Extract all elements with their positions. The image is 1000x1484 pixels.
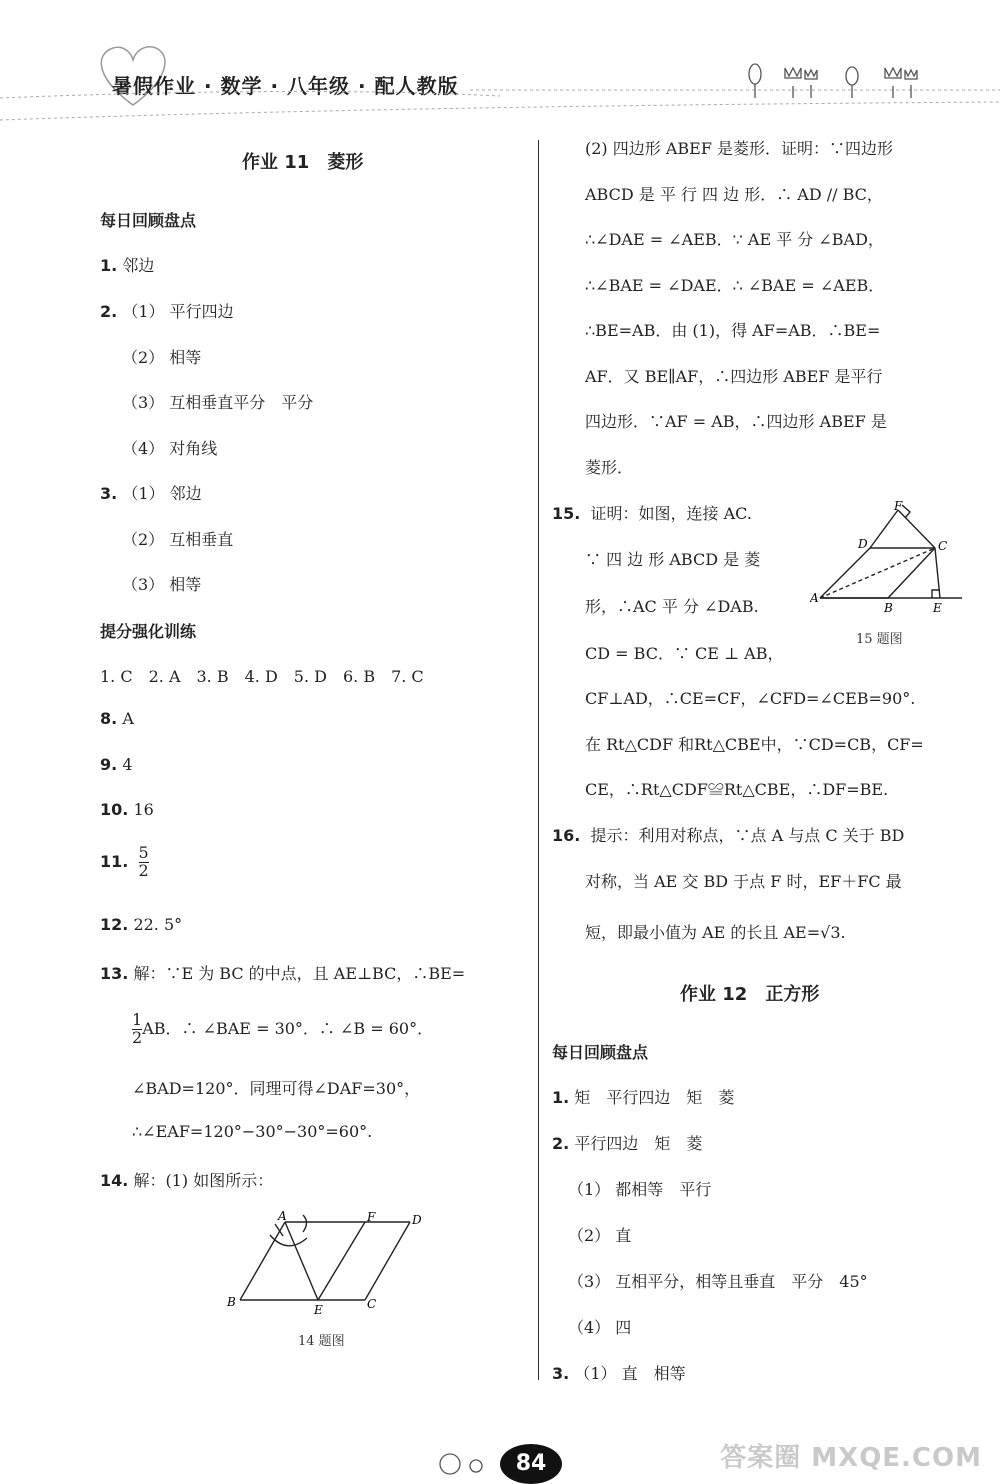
page-number: 84 — [500, 1444, 562, 1484]
answer-16-line-1: 16. 提示：利用对称点，∵点 A 与点 C 关于 BD — [552, 826, 905, 845]
answer-12-2-item: （1） 都相等 平行 — [568, 1180, 712, 1199]
answer-16-line-3: 短，即最小值为 AE 的长且 AE=√3. — [585, 923, 846, 942]
label-F: F — [894, 500, 903, 513]
label-D: D — [412, 1213, 422, 1227]
watermark: 答案圈 MXQE.COM — [720, 1443, 982, 1473]
answer-3: 3. （1） 邻边 — [100, 484, 202, 503]
multiple-choice-answers: 1. C 2. A 3. B 4. D 5. D 6. B 7. C — [100, 667, 424, 686]
answer-15-line-3: 形，∴AC 平 分 ∠DAB. — [585, 597, 759, 616]
answer-14-line-1: 14. 解：(1) 如图所示： — [100, 1171, 274, 1190]
column-divider — [538, 140, 539, 1380]
answer-12: 12. 22. 5° — [100, 915, 183, 934]
answer-3-item: （3） 相等 — [122, 575, 202, 594]
answer-2-item: （2） 相等 — [122, 348, 202, 367]
training-heading: 提分强化训练 — [100, 622, 197, 641]
label-D: D — [858, 537, 868, 551]
figure-15 — [810, 500, 970, 615]
answer-15-line-2: ∵ 四 边 形 ABCD 是 菱 — [585, 550, 761, 569]
answer-14b-line-1: (2) 四边形 ABEF 是菱形．证明：∵四边形 — [585, 139, 894, 158]
answer-3-item: （2） 互相垂直 — [122, 530, 234, 549]
label-A: A — [810, 591, 819, 605]
answer-15-line-1: 15. 证明：如图，连接 AC. — [552, 504, 752, 523]
answer-14b-line-6: AF．又 BE∥AF，∴四边形 ABEF 是平行 — [585, 367, 883, 386]
answer-10: 10. 16 — [100, 800, 154, 819]
tulip-decoration-icon — [740, 60, 940, 100]
figure-15-caption: 15 题图 — [856, 632, 903, 647]
answer-14b-line-4: ∴∠BAE = ∠DAE．∴ ∠BAE = ∠AEB． — [585, 276, 885, 295]
answer-12-2-item: （3） 互相平分，相等且垂直 平分 45° — [568, 1272, 868, 1291]
label-E: E — [314, 1303, 323, 1317]
answer-8: 8. A — [100, 709, 134, 728]
answer-13-line-4: ∴∠EAF=120°−30°−30°=60°. — [132, 1122, 373, 1141]
answer-2-item: （4） 对角线 — [122, 439, 218, 458]
label-A: A — [278, 1210, 287, 1223]
header-title: 暑假作业 · 数学 · 八年级 · 配人教版 — [112, 74, 459, 98]
label-B: B — [884, 601, 893, 615]
answer-9: 9. 4 — [100, 755, 133, 774]
answer-12-2-item: （4） 四 — [568, 1318, 632, 1337]
answer-12-3: 3. （1） 直 相等 — [552, 1364, 686, 1383]
answer-2: 2. （1） 平行四边 — [100, 302, 234, 321]
label-F: F — [367, 1210, 376, 1224]
answer-16-line-2: 对称，当 AE 交 BD 于点 F 时，EF＋FC 最 — [585, 872, 902, 891]
answer-14b-line-5: ∴BE=AB．由 (1)，得 AF=AB．∴BE= — [585, 321, 881, 340]
label-C: C — [938, 539, 948, 553]
fraction: $\frac{5}{2}$ — [138, 843, 149, 880]
review-heading-12: 每日回顾盘点 — [552, 1043, 649, 1062]
answer-15-line-4: CD = BC．∵ CE ⊥ AB， — [585, 644, 784, 663]
answer-15-line-7: CE，∴Rt△CDF≌Rt△CBE，∴DF=BE. — [585, 780, 889, 799]
section-title-11: 作业 11 菱形 — [242, 152, 364, 173]
answer-1: 1. 邻边 — [100, 256, 155, 275]
answer-13-line-3: ∠BAD=120°．同理可得∠DAF=30°， — [132, 1079, 421, 1098]
figure-14 — [215, 1210, 425, 1320]
fraction: $\frac{1}{2}$ — [132, 1010, 143, 1047]
section-title-12: 作业 12 正方形 — [680, 984, 820, 1005]
label-E: E — [933, 601, 942, 615]
review-heading: 每日回顾盘点 — [100, 211, 197, 230]
answer-14b-line-3: ∴∠DAE = ∠AEB．∵ AE 平 分 ∠BAD， — [585, 230, 884, 249]
answer-15-line-5: CF⊥AD，∴CE=CF，∠CFD=∠CEB=90°. — [585, 689, 916, 708]
answer-14b-line-2: ABCD 是 平 行 四 边 形．∴ AD // BC， — [585, 185, 883, 204]
label-B: B — [227, 1295, 236, 1309]
label-C: C — [367, 1297, 377, 1311]
answer-2-item: （3） 互相垂直平分 平分 — [122, 393, 314, 412]
answer-12-2: 2. 平行四边 矩 菱 — [552, 1134, 703, 1153]
figure-14-caption: 14 题图 — [298, 1334, 345, 1349]
answer-14b-line-8: 菱形． — [585, 458, 634, 477]
answer-15-line-6: 在 Rt△CDF 和Rt△CBE中，∵CD=CB，CF= — [585, 735, 924, 754]
answer-13-line-2: $\frac{1}{2}$ AB．∴ ∠BAE = 30°．∴ ∠B = 60°． — [132, 1010, 434, 1047]
answer-14b-line-7: 四边形．∵AF = AB，∴四边形 ABEF 是 — [585, 412, 887, 431]
answer-13-line-1: 13. 解：∵E 为 BC 的中点，且 AE⊥BC，∴BE= — [100, 964, 466, 983]
answer-11: 11. $\frac{5}{2}$ — [100, 843, 149, 880]
answer-12-1: 1. 矩 平行四边 矩 菱 — [552, 1088, 735, 1107]
page-number-decoration-icon — [436, 1452, 500, 1476]
answer-12-2-item: （2） 直 — [568, 1226, 632, 1245]
